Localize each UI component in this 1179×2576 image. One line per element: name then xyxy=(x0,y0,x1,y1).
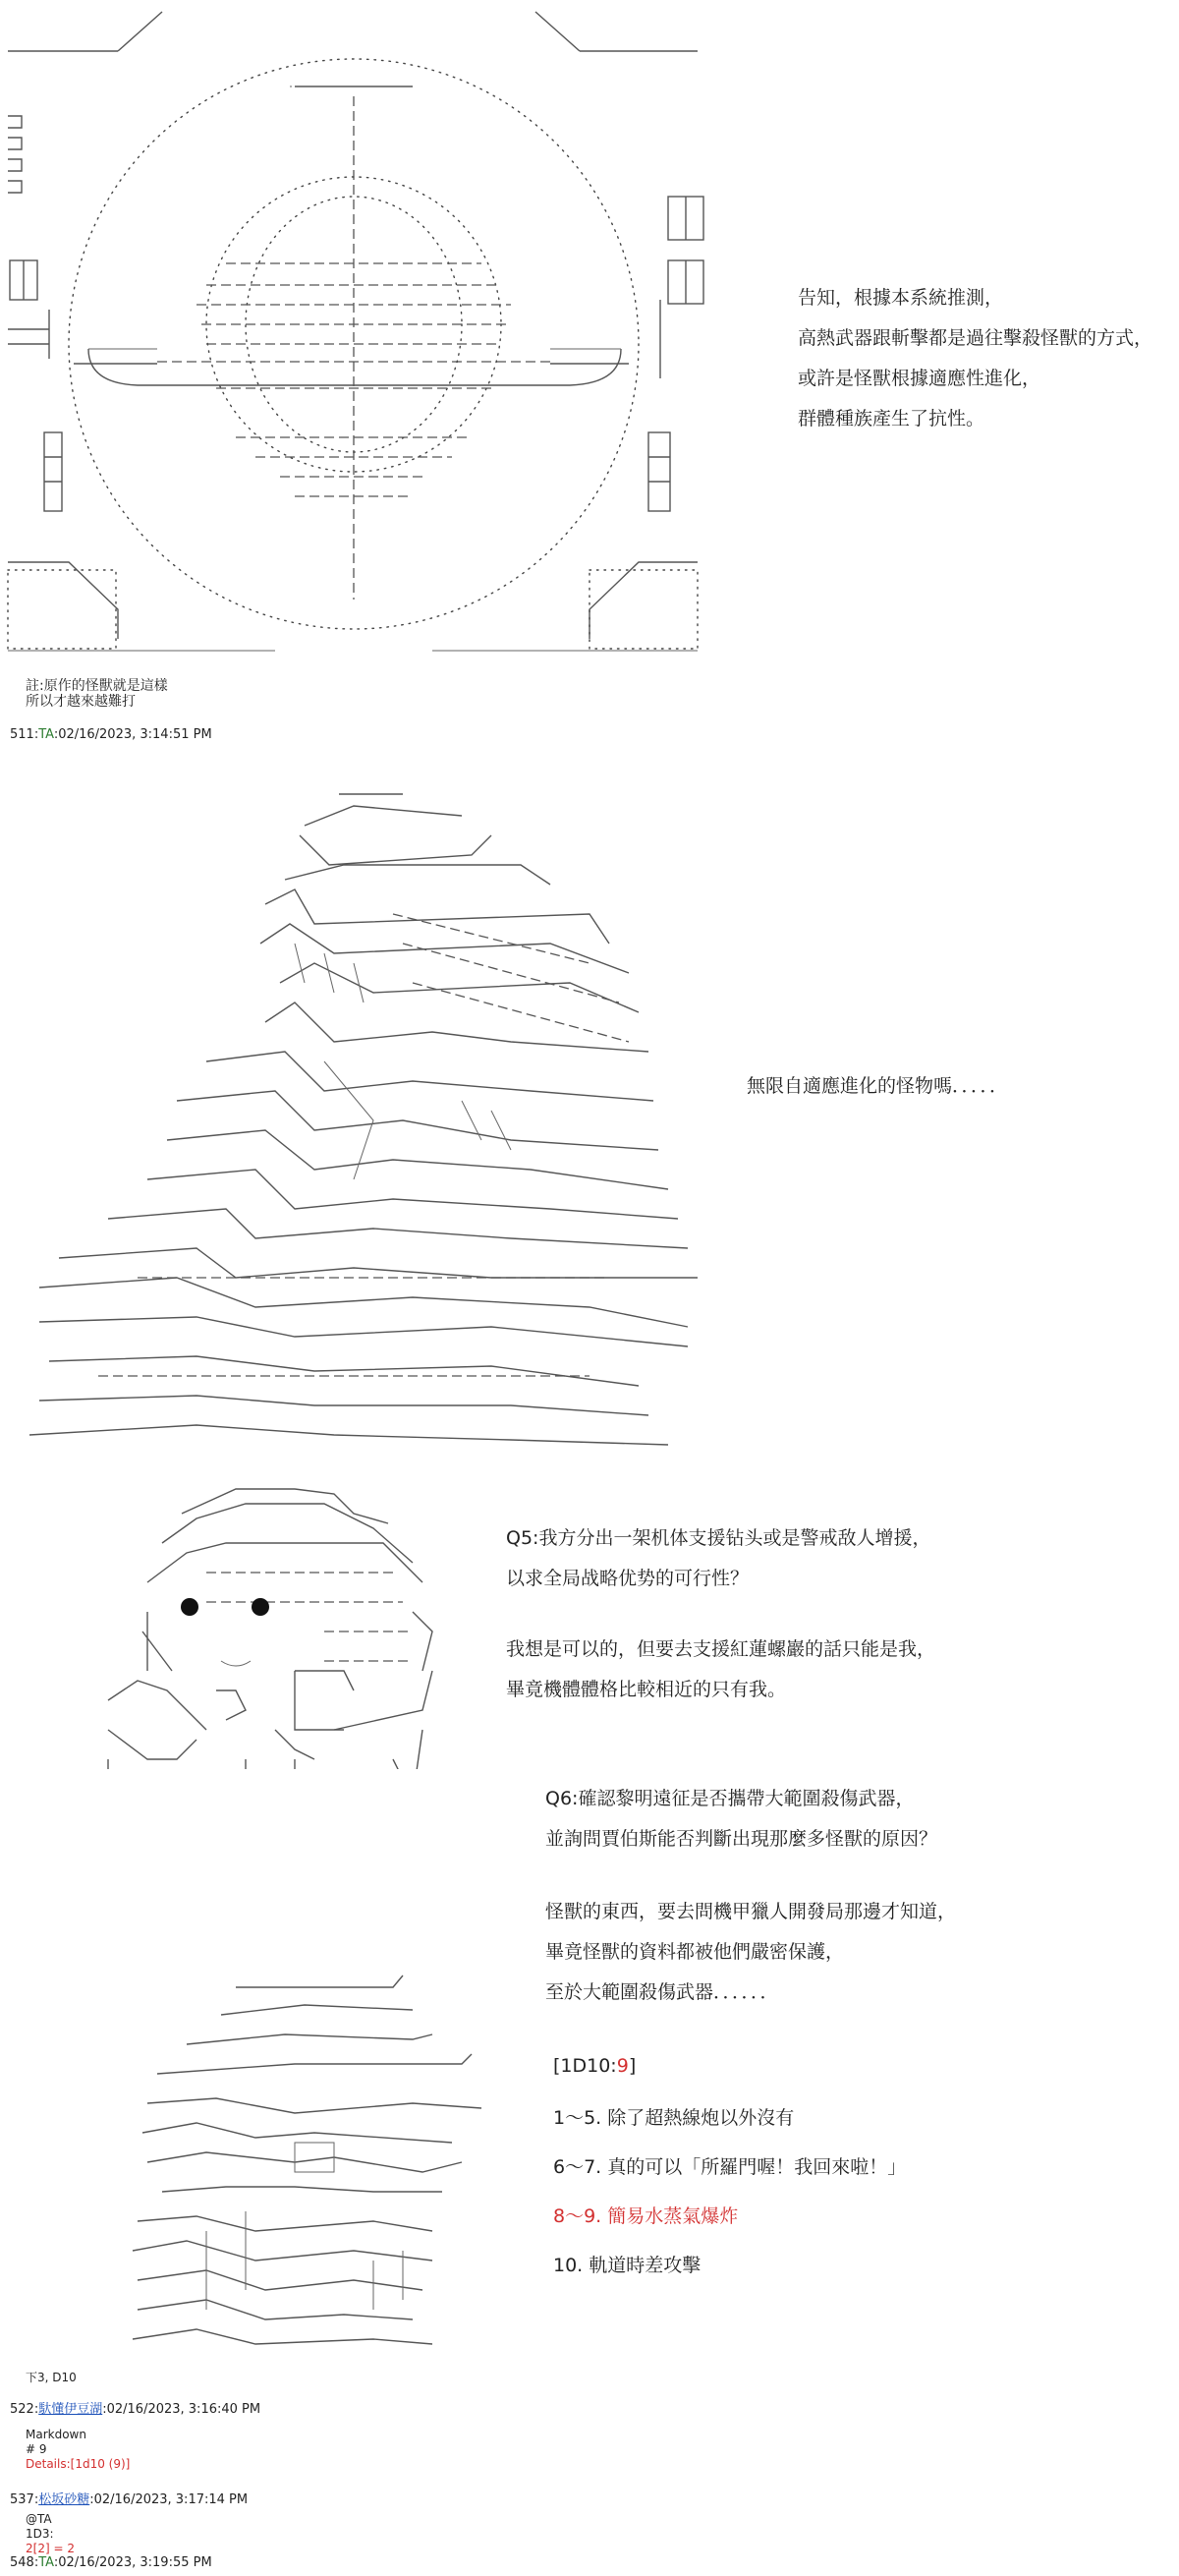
dice-roll: [1D10:9] xyxy=(553,2055,637,2077)
roll-value: 9 xyxy=(616,2055,629,2077)
a6-line: 畢竟怪獸的資料都被他們嚴密保護， xyxy=(545,1941,845,1963)
poster-name[interactable]: TA xyxy=(38,727,54,742)
post-header-548 xyxy=(10,2555,212,2570)
dice-result: 2[2] = 2 xyxy=(26,2542,75,2555)
post-number: 537: xyxy=(10,2492,39,2507)
panel1-line: 或許是怪獸根據適應性進化， xyxy=(798,368,1041,389)
post-body-537 xyxy=(26,2512,75,2556)
post-body-522 xyxy=(26,2428,130,2472)
a6-line: 怪獸的東西，要去問機甲獵人開發局那邊才知道， xyxy=(545,1901,957,1922)
post-date: :02/16/2023, 3:14:51 PM xyxy=(53,727,212,742)
q5-line: 以求全局战略优势的可行性？ xyxy=(506,1568,750,1589)
dice-details[interactable]: Details:[1d10 (9)] xyxy=(26,2457,131,2471)
post-header-537 xyxy=(10,2489,248,2507)
q5-line: Q5:我方分出一架机体支援钻头或是警戒敌人增援， xyxy=(506,1527,931,1549)
post-body-line: 1D3: xyxy=(26,2527,54,2541)
poster-name[interactable]: 馱懂伊豆湖 xyxy=(38,2402,103,2417)
panel2-line: 無限自適應進化的怪物嗎．．．．． xyxy=(747,1075,1009,1097)
panel1-line: 群體種族產生了抗性。 xyxy=(798,408,985,429)
post-date: :02/16/2023, 3:16:40 PM xyxy=(102,2402,261,2417)
q6-line: Q6:確認黎明遠征是否攜帶大範圍殺傷武器， xyxy=(545,1788,915,1809)
post-number: 511: xyxy=(10,727,39,742)
poster-name[interactable]: 松坂砂糖 xyxy=(38,2492,90,2507)
roll-option: 10. 軌道時差攻擊 xyxy=(553,2255,702,2276)
a5-line: 畢竟機體體格比較相近的只有我。 xyxy=(506,1679,787,1700)
roll-option: 6～7. 真的可以「所羅門喔！我回來啦！」 xyxy=(553,2156,907,2178)
note-line: 註:原作的怪獸就是這樣 xyxy=(26,678,168,694)
roll-option: 1～5. 除了超熱線炮以外沒有 xyxy=(553,2107,795,2129)
post-body-line: # 9 xyxy=(26,2442,47,2456)
poster-name[interactable]: TA xyxy=(38,2555,54,2570)
post-date: :02/16/2023, 3:19:55 PM xyxy=(53,2555,212,2570)
panel1-line: 告知，根據本系統推測， xyxy=(798,287,1004,309)
roll-options xyxy=(553,2093,906,2290)
a5-line: 我想是可以的，但要去支援紅蓮螺巖的話只能是我， xyxy=(506,1638,936,1660)
post-number: 548: xyxy=(10,2555,39,2570)
post-header-522 xyxy=(10,2398,260,2417)
post-number: 522: xyxy=(10,2402,39,2417)
panel4-question xyxy=(545,1779,937,1860)
panel4-answer xyxy=(545,1892,956,2013)
footer-note: 下3, D10 xyxy=(26,2371,77,2384)
a6-line: 至於大範圍殺傷武器．．．．．． xyxy=(545,1981,779,2003)
note-line: 所以才越來越難打 xyxy=(26,694,136,710)
roll-option-highlighted: 8～9. 簡易水蒸氣爆炸 xyxy=(553,2205,739,2227)
post-body-line: Markdown xyxy=(26,2428,86,2441)
post-body-line: @TA xyxy=(26,2512,52,2526)
q6-line: 並詢問賈伯斯能否判斷出現那麼多怪獸的原因？ xyxy=(545,1828,938,1850)
panel1-line: 高熱武器跟斬擊都是過往擊殺怪獸的方式， xyxy=(798,327,1153,349)
post-date: :02/16/2023, 3:17:14 PM xyxy=(89,2492,249,2507)
